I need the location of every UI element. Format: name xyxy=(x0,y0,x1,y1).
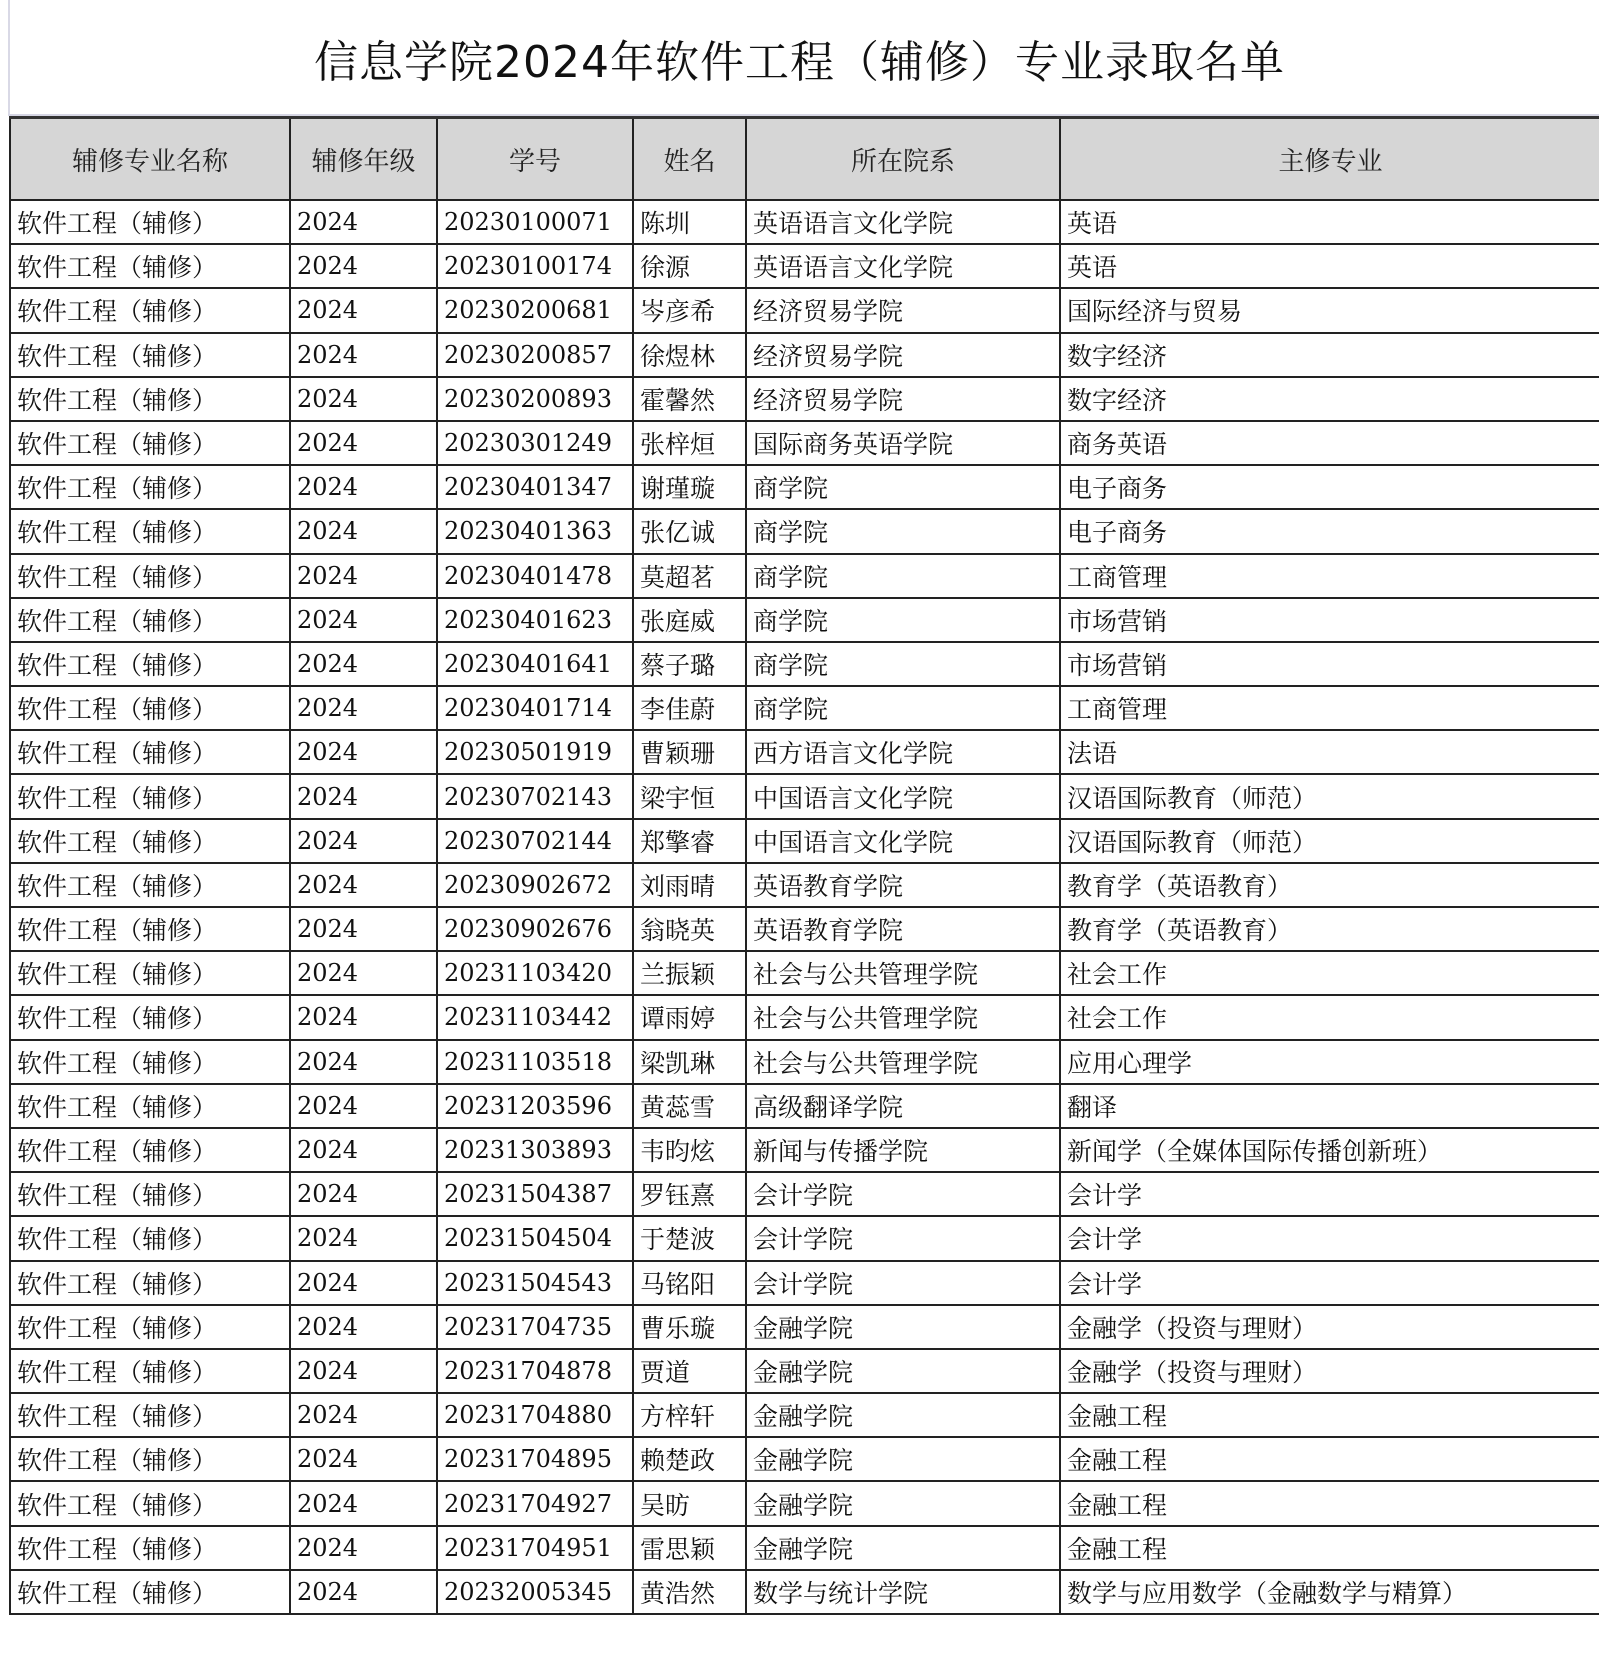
table-row xyxy=(10,1128,1599,1172)
table-row xyxy=(10,1305,1599,1349)
cell-student-id: 20230401347 xyxy=(437,465,633,509)
cell-minor-grade: 2024 xyxy=(290,1305,437,1349)
cell-main-major: 金融工程 xyxy=(1060,1393,1599,1437)
cell-minor-major: 软件工程（辅修） xyxy=(10,1349,290,1393)
table-row xyxy=(10,1481,1599,1525)
cell-main-major: 数学与应用数学（金融数学与精算） xyxy=(1060,1570,1599,1614)
cell-minor-grade: 2024 xyxy=(290,1481,437,1525)
table-row xyxy=(10,598,1599,642)
cell-name: 雷思颖 xyxy=(633,1526,746,1570)
cell-minor-major: 软件工程（辅修） xyxy=(10,1570,290,1614)
cell-student-id: 20231203596 xyxy=(437,1084,633,1128)
cell-minor-grade: 2024 xyxy=(290,421,437,465)
table-row xyxy=(10,1216,1599,1260)
cell-name: 谢瑾璇 xyxy=(633,465,746,509)
cell-school: 经济贸易学院 xyxy=(746,288,1060,332)
cell-student-id: 20231704927 xyxy=(437,1481,633,1525)
cell-name: 莫超茗 xyxy=(633,554,746,598)
cell-main-major: 金融学（投资与理财） xyxy=(1060,1305,1599,1349)
cell-student-id: 20230902676 xyxy=(437,907,633,951)
cell-school: 国际商务英语学院 xyxy=(746,421,1060,465)
cell-main-major: 金融工程 xyxy=(1060,1481,1599,1525)
cell-minor-grade: 2024 xyxy=(290,244,437,288)
cell-minor-major: 软件工程（辅修） xyxy=(10,1481,290,1525)
cell-main-major: 汉语国际教育（师范） xyxy=(1060,774,1599,818)
cell-main-major: 会计学 xyxy=(1060,1216,1599,1260)
cell-name: 韦昀炫 xyxy=(633,1128,746,1172)
cell-name: 张庭威 xyxy=(633,598,746,642)
cell-school: 英语教育学院 xyxy=(746,907,1060,951)
cell-minor-major: 软件工程（辅修） xyxy=(10,421,290,465)
cell-student-id: 20231704878 xyxy=(437,1349,633,1393)
cell-minor-grade: 2024 xyxy=(290,554,437,598)
cell-student-id: 20230902672 xyxy=(437,863,633,907)
cell-name: 赖楚政 xyxy=(633,1437,746,1481)
cell-student-id: 20231704895 xyxy=(437,1437,633,1481)
cell-school: 数学与统计学院 xyxy=(746,1570,1060,1614)
cell-minor-major: 软件工程（辅修） xyxy=(10,819,290,863)
cell-name: 蔡子璐 xyxy=(633,642,746,686)
cell-main-major: 会计学 xyxy=(1060,1261,1599,1305)
cell-minor-major: 软件工程（辅修） xyxy=(10,1128,290,1172)
cell-name: 黄蕊雪 xyxy=(633,1084,746,1128)
table-row xyxy=(10,642,1599,686)
cell-student-id: 20230100174 xyxy=(437,244,633,288)
cell-main-major: 法语 xyxy=(1060,730,1599,774)
table-row xyxy=(10,995,1599,1039)
cell-school: 中国语言文化学院 xyxy=(746,819,1060,863)
cell-main-major: 工商管理 xyxy=(1060,554,1599,598)
table-row xyxy=(10,421,1599,465)
cell-student-id: 20230100071 xyxy=(437,200,633,244)
table-row xyxy=(10,554,1599,598)
cell-main-major: 教育学（英语教育） xyxy=(1060,863,1599,907)
cell-name: 李佳蔚 xyxy=(633,686,746,730)
cell-minor-grade: 2024 xyxy=(290,1349,437,1393)
cell-name: 罗钰熹 xyxy=(633,1172,746,1216)
cell-main-major: 商务英语 xyxy=(1060,421,1599,465)
table-row xyxy=(10,1526,1599,1570)
cell-school: 商学院 xyxy=(746,465,1060,509)
cell-student-id: 20231103420 xyxy=(437,951,633,995)
cell-school: 经济贸易学院 xyxy=(746,377,1060,421)
cell-minor-major: 软件工程（辅修） xyxy=(10,1084,290,1128)
cell-student-id: 20230200893 xyxy=(437,377,633,421)
cell-minor-grade: 2024 xyxy=(290,1437,437,1481)
cell-main-major: 金融学（投资与理财） xyxy=(1060,1349,1599,1393)
cell-school: 社会与公共管理学院 xyxy=(746,1040,1060,1084)
cell-main-major: 市场营销 xyxy=(1060,598,1599,642)
cell-main-major: 英语 xyxy=(1060,244,1599,288)
cell-minor-major: 软件工程（辅修） xyxy=(10,686,290,730)
cell-main-major: 国际经济与贸易 xyxy=(1060,288,1599,332)
table-row xyxy=(10,1261,1599,1305)
table-row xyxy=(10,465,1599,509)
cell-student-id: 20231303893 xyxy=(437,1128,633,1172)
cell-name: 贾道 xyxy=(633,1349,746,1393)
cell-school: 中国语言文化学院 xyxy=(746,774,1060,818)
cell-minor-major: 软件工程（辅修） xyxy=(10,200,290,244)
cell-student-id: 20231704951 xyxy=(437,1526,633,1570)
table-row xyxy=(10,244,1599,288)
cell-school: 商学院 xyxy=(746,642,1060,686)
table-row xyxy=(10,951,1599,995)
cell-student-id: 20230200857 xyxy=(437,333,633,377)
cell-minor-major: 软件工程（辅修） xyxy=(10,1437,290,1481)
cell-name: 兰振颖 xyxy=(633,951,746,995)
table-header xyxy=(10,118,1599,201)
cell-student-id: 20231504504 xyxy=(437,1216,633,1260)
cell-school: 社会与公共管理学院 xyxy=(746,995,1060,1039)
cell-school: 英语语言文化学院 xyxy=(746,244,1060,288)
cell-minor-grade: 2024 xyxy=(290,951,437,995)
cell-minor-grade: 2024 xyxy=(290,509,437,553)
cell-main-major: 教育学（英语教育） xyxy=(1060,907,1599,951)
table-row xyxy=(10,686,1599,730)
cell-minor-grade: 2024 xyxy=(290,1128,437,1172)
cell-main-major: 金融工程 xyxy=(1060,1437,1599,1481)
table-row xyxy=(10,509,1599,553)
cell-minor-major: 软件工程（辅修） xyxy=(10,333,290,377)
cell-school: 商学院 xyxy=(746,509,1060,553)
cell-minor-major: 软件工程（辅修） xyxy=(10,509,290,553)
cell-main-major: 电子商务 xyxy=(1060,465,1599,509)
cell-minor-major: 软件工程（辅修） xyxy=(10,1526,290,1570)
cell-minor-grade: 2024 xyxy=(290,819,437,863)
cell-minor-grade: 2024 xyxy=(290,1570,437,1614)
cell-name: 黄浩然 xyxy=(633,1570,746,1614)
cell-minor-grade: 2024 xyxy=(290,774,437,818)
cell-minor-major: 软件工程（辅修） xyxy=(10,642,290,686)
cell-student-id: 20230501919 xyxy=(437,730,633,774)
page-title: 信息学院2024年软件工程（辅修）专业录取名单 xyxy=(314,37,1285,88)
cell-minor-grade: 2024 xyxy=(290,598,437,642)
cell-minor-grade: 2024 xyxy=(290,863,437,907)
cell-minor-major: 软件工程（辅修） xyxy=(10,1172,290,1216)
cell-school: 会计学院 xyxy=(746,1261,1060,1305)
cell-school: 金融学院 xyxy=(746,1437,1060,1481)
table-row xyxy=(10,200,1599,244)
cell-student-id: 20230702144 xyxy=(437,819,633,863)
cell-minor-grade: 2024 xyxy=(290,642,437,686)
cell-school: 金融学院 xyxy=(746,1305,1060,1349)
cell-minor-grade: 2024 xyxy=(290,686,437,730)
cell-school: 英语语言文化学院 xyxy=(746,200,1060,244)
cell-name: 曹颖珊 xyxy=(633,730,746,774)
cell-main-major: 新闻学（全媒体国际传播创新班） xyxy=(1060,1128,1599,1172)
cell-main-major: 英语 xyxy=(1060,200,1599,244)
table-row xyxy=(10,774,1599,818)
table-row xyxy=(10,907,1599,951)
cell-minor-major: 软件工程（辅修） xyxy=(10,1305,290,1349)
cell-minor-grade: 2024 xyxy=(290,1172,437,1216)
table-row xyxy=(10,1172,1599,1216)
cell-school: 商学院 xyxy=(746,554,1060,598)
cell-minor-major: 软件工程（辅修） xyxy=(10,1261,290,1305)
admission-table xyxy=(9,116,1599,1615)
cell-name: 谭雨婷 xyxy=(633,995,746,1039)
cell-student-id: 20230401641 xyxy=(437,642,633,686)
cell-main-major: 工商管理 xyxy=(1060,686,1599,730)
cell-name: 霍馨然 xyxy=(633,377,746,421)
cell-name: 张亿诚 xyxy=(633,509,746,553)
cell-minor-major: 软件工程（辅修） xyxy=(10,1216,290,1260)
cell-school: 金融学院 xyxy=(746,1349,1060,1393)
cell-minor-major: 软件工程（辅修） xyxy=(10,1393,290,1437)
cell-name: 岑彦希 xyxy=(633,288,746,332)
table-row xyxy=(10,1084,1599,1128)
cell-school: 高级翻译学院 xyxy=(746,1084,1060,1128)
cell-school: 会计学院 xyxy=(746,1172,1060,1216)
cell-name: 梁宇恒 xyxy=(633,774,746,818)
cell-name: 吴昉 xyxy=(633,1481,746,1525)
cell-main-major: 社会工作 xyxy=(1060,995,1599,1039)
cell-minor-grade: 2024 xyxy=(290,200,437,244)
cell-minor-grade: 2024 xyxy=(290,1526,437,1570)
cell-school: 金融学院 xyxy=(746,1481,1060,1525)
cell-student-id: 20231504543 xyxy=(437,1261,633,1305)
cell-name: 刘雨晴 xyxy=(633,863,746,907)
cell-student-id: 20231504387 xyxy=(437,1172,633,1216)
cell-minor-major: 软件工程（辅修） xyxy=(10,465,290,509)
table-body xyxy=(10,200,1599,1614)
table-row xyxy=(10,1393,1599,1437)
cell-name: 方梓轩 xyxy=(633,1393,746,1437)
table-row xyxy=(10,1040,1599,1084)
cell-name: 曹乐璇 xyxy=(633,1305,746,1349)
table-row xyxy=(10,333,1599,377)
cell-student-id: 20231704735 xyxy=(437,1305,633,1349)
table-row xyxy=(10,863,1599,907)
cell-minor-grade: 2024 xyxy=(290,907,437,951)
cell-minor-major: 软件工程（辅修） xyxy=(10,288,290,332)
cell-school: 西方语言文化学院 xyxy=(746,730,1060,774)
cell-school: 金融学院 xyxy=(746,1393,1060,1437)
table-row xyxy=(10,1437,1599,1481)
cell-minor-major: 软件工程（辅修） xyxy=(10,907,290,951)
table-row xyxy=(10,288,1599,332)
cell-name: 翁晓英 xyxy=(633,907,746,951)
cell-school: 商学院 xyxy=(746,598,1060,642)
cell-school: 会计学院 xyxy=(746,1216,1060,1260)
cell-main-major: 汉语国际教育（师范） xyxy=(1060,819,1599,863)
table-row xyxy=(10,377,1599,421)
cell-minor-grade: 2024 xyxy=(290,1393,437,1437)
cell-school: 新闻与传播学院 xyxy=(746,1128,1060,1172)
cell-name: 陈圳 xyxy=(633,200,746,244)
cell-main-major: 会计学 xyxy=(1060,1172,1599,1216)
cell-student-id: 20230200681 xyxy=(437,288,633,332)
cell-main-major: 翻译 xyxy=(1060,1084,1599,1128)
cell-school: 经济贸易学院 xyxy=(746,333,1060,377)
cell-minor-grade: 2024 xyxy=(290,465,437,509)
cell-main-major: 数字经济 xyxy=(1060,333,1599,377)
cell-name: 郑擎睿 xyxy=(633,819,746,863)
cell-student-id: 20231103442 xyxy=(437,995,633,1039)
cell-student-id: 20232005345 xyxy=(437,1570,633,1614)
cell-student-id: 20230401623 xyxy=(437,598,633,642)
cell-name: 徐煜林 xyxy=(633,333,746,377)
header-name: 姓名 xyxy=(633,118,746,201)
header-main-major: 主修专业 xyxy=(1060,118,1599,201)
cell-main-major: 金融工程 xyxy=(1060,1526,1599,1570)
cell-main-major: 社会工作 xyxy=(1060,951,1599,995)
cell-minor-major: 软件工程（辅修） xyxy=(10,730,290,774)
cell-minor-grade: 2024 xyxy=(290,1084,437,1128)
cell-minor-major: 软件工程（辅修） xyxy=(10,951,290,995)
cell-school: 社会与公共管理学院 xyxy=(746,951,1060,995)
table-row xyxy=(10,819,1599,863)
cell-student-id: 20230401363 xyxy=(437,509,633,553)
cell-minor-major: 软件工程（辅修） xyxy=(10,995,290,1039)
cell-minor-major: 软件工程（辅修） xyxy=(10,774,290,818)
table-row xyxy=(10,730,1599,774)
cell-minor-major: 软件工程（辅修） xyxy=(10,244,290,288)
cell-main-major: 数字经济 xyxy=(1060,377,1599,421)
cell-name: 徐源 xyxy=(633,244,746,288)
cell-minor-grade: 2024 xyxy=(290,377,437,421)
header-row xyxy=(10,118,1599,201)
cell-school: 商学院 xyxy=(746,686,1060,730)
cell-student-id: 20230702143 xyxy=(437,774,633,818)
cell-minor-major: 软件工程（辅修） xyxy=(10,1040,290,1084)
cell-student-id: 20230401714 xyxy=(437,686,633,730)
table-row xyxy=(10,1349,1599,1393)
header-minor-grade: 辅修年级 xyxy=(290,118,437,201)
cell-main-major: 应用心理学 xyxy=(1060,1040,1599,1084)
cell-main-major: 电子商务 xyxy=(1060,509,1599,553)
cell-minor-grade: 2024 xyxy=(290,1040,437,1084)
cell-school: 金融学院 xyxy=(746,1526,1060,1570)
cell-school: 英语教育学院 xyxy=(746,863,1060,907)
cell-minor-grade: 2024 xyxy=(290,333,437,377)
cell-minor-grade: 2024 xyxy=(290,1261,437,1305)
cell-minor-grade: 2024 xyxy=(290,995,437,1039)
cell-student-id: 20230401478 xyxy=(437,554,633,598)
cell-name: 马铭阳 xyxy=(633,1261,746,1305)
cell-minor-major: 软件工程（辅修） xyxy=(10,554,290,598)
cell-name: 张梓烜 xyxy=(633,421,746,465)
header-minor-major: 辅修专业名称 xyxy=(10,118,290,201)
cell-student-id: 20231103518 xyxy=(437,1040,633,1084)
cell-student-id: 20231704880 xyxy=(437,1393,633,1437)
cell-name: 于楚波 xyxy=(633,1216,746,1260)
cell-minor-major: 软件工程（辅修） xyxy=(10,377,290,421)
cell-name: 梁凯琳 xyxy=(633,1040,746,1084)
cell-minor-major: 软件工程（辅修） xyxy=(10,598,290,642)
header-school: 所在院系 xyxy=(746,118,1060,201)
cell-main-major: 市场营销 xyxy=(1060,642,1599,686)
cell-minor-grade: 2024 xyxy=(290,730,437,774)
cell-student-id: 20230301249 xyxy=(437,421,633,465)
header-student-id: 学号 xyxy=(437,118,633,201)
table-row xyxy=(10,1570,1599,1614)
cell-minor-grade: 2024 xyxy=(290,288,437,332)
cell-minor-grade: 2024 xyxy=(290,1216,437,1260)
cell-minor-major: 软件工程（辅修） xyxy=(10,863,290,907)
